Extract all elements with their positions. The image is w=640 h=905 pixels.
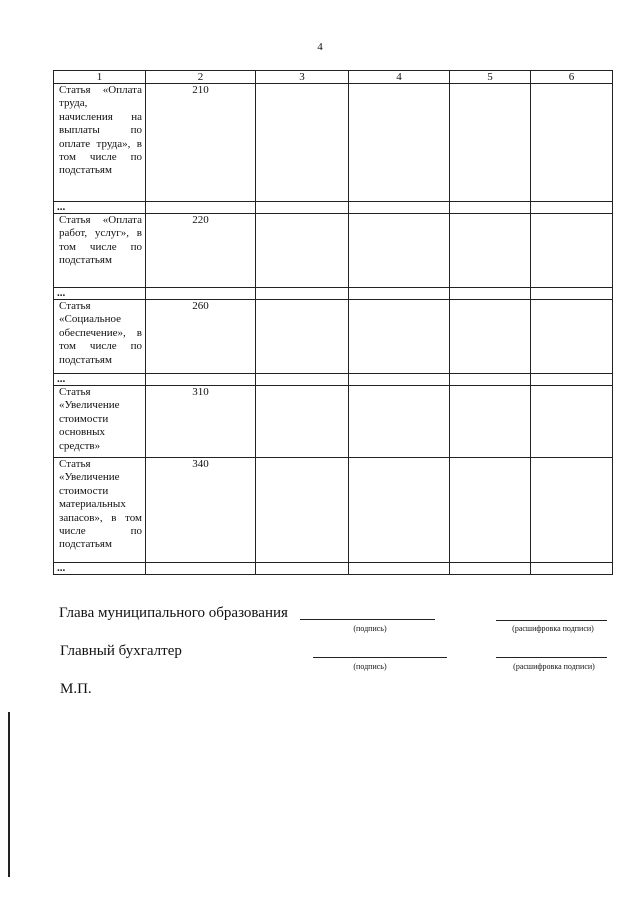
- table-row: [54, 563, 613, 575]
- budget-table: [53, 70, 613, 575]
- column-header: 5: [450, 71, 531, 84]
- article-cell: Статья «Увеличение стоимости материальных запасов», в том числе по подстатьям: [54, 458, 146, 563]
- code-value: 340: [192, 458, 209, 470]
- page-number: 4: [317, 41, 323, 53]
- article-cell: Статья «Увеличение стоимости основных средств»: [54, 386, 146, 458]
- article-cell: Статья «Социальное обеспечение», в том числе по подстатьям: [54, 300, 146, 374]
- accountant-decode-line: [496, 657, 607, 658]
- accountant-signature-caption: (подпись): [353, 662, 387, 671]
- head-decode-caption: (расшифровка подписи): [512, 624, 594, 633]
- dots-cell: ...: [54, 374, 146, 386]
- column-header: 1: [54, 71, 146, 84]
- head-label: Глава муниципального образования: [59, 605, 288, 621]
- code-cell: [146, 84, 256, 202]
- head-signature-caption: (подпись): [353, 624, 387, 633]
- table-header-row: [54, 71, 613, 84]
- table-row: [54, 386, 613, 458]
- code-value: 220: [192, 214, 209, 226]
- dots-cell: ...: [54, 563, 146, 575]
- dots-cell: ...: [54, 288, 146, 300]
- code-cell: [146, 458, 256, 563]
- accountant-decode-caption: (расшифровка подписи): [513, 662, 595, 671]
- column-header: 2: [146, 71, 256, 84]
- table-row: [54, 214, 613, 288]
- code-value: 210: [192, 84, 209, 96]
- stamp-label: М.П.: [60, 681, 92, 697]
- table-row: [54, 374, 613, 386]
- column-header: 3: [256, 71, 349, 84]
- column-header: 4: [349, 71, 450, 84]
- dots-cell: ...: [54, 202, 146, 214]
- table-row: [54, 84, 613, 202]
- head-signature-line: [300, 619, 435, 620]
- code-cell: [146, 386, 256, 458]
- code-value: 310: [192, 386, 209, 398]
- accountant-signature-line: [313, 657, 447, 658]
- table-row: [54, 288, 613, 300]
- article-cell: Статья «Оплата труда, начисления на выплаты по оплате труда», в том числе по подстатьям: [54, 84, 146, 202]
- article-cell: Статья «Оплата работ, услуг», в том числе по подстатьям: [54, 214, 146, 288]
- accountant-label: Главный бухгалтер: [60, 643, 182, 659]
- column-header: 6: [531, 71, 613, 84]
- code-value: 260: [192, 300, 209, 312]
- head-decode-line: [496, 620, 607, 621]
- table-row: [54, 458, 613, 563]
- scan-margin-line: [8, 712, 10, 877]
- table-row: [54, 202, 613, 214]
- code-cell: [146, 214, 256, 288]
- code-cell: [146, 300, 256, 374]
- table-row: [54, 300, 613, 374]
